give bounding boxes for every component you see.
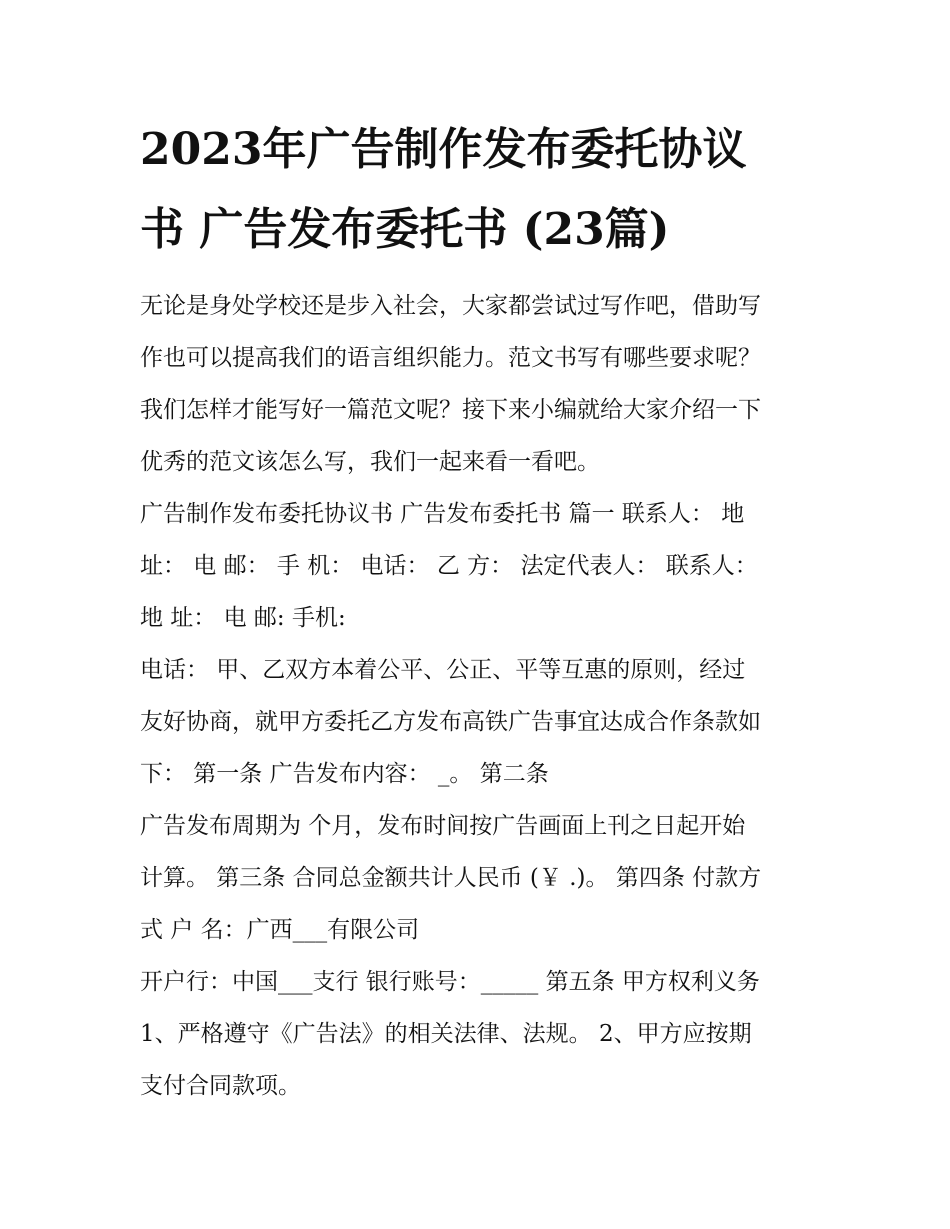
text-line: 式 户 名：广西___有限公司 xyxy=(140,917,420,943)
text-line: 地 址： 电 邮: 手机: xyxy=(140,605,346,631)
text-line: 1、严格遵守《广告法》的相关法律、法规。 2、甲方应按期 xyxy=(140,1021,752,1047)
text-line: 作也可以提高我们的语言组织能力。范文书写有哪些要求呢？ xyxy=(140,345,761,371)
text-line: 广告发布周期为 个月，发布时间按广告画面上刊之日起开始 xyxy=(140,813,746,839)
terms-paragraph xyxy=(140,644,820,800)
document-title xyxy=(140,110,820,270)
text-line: 下： 第一条 广告发布内容： _。 第二条 xyxy=(140,761,549,787)
text-line: 支付合同款项。 xyxy=(140,1073,301,1099)
text-line: 计算。 第三条 合同总金额共计人民币 (￥ .)。 第四条 付款方 xyxy=(140,865,762,891)
text-line: 我们怎样才能写好一篇范文呢？接下来小编就给大家介绍一下 xyxy=(140,397,761,423)
document-body xyxy=(140,280,820,1112)
text-line: 电话： 甲、乙双方本着公平、公正、平等互惠的原则，经过 xyxy=(140,657,746,683)
text-line: 开户行：中国___支行 银行账号：_____ 第五条 甲方权利义务 xyxy=(140,969,760,995)
contact-paragraph xyxy=(140,488,820,644)
title-line: 书 广告发布委托书 (23篇) xyxy=(140,204,670,255)
bank-paragraph xyxy=(140,956,820,1112)
text-line: 友好协商，就甲方委托乙方发布高铁广告事宜达成合作条款如 xyxy=(140,709,761,735)
title-line: 2023年广告制作发布委托协议 xyxy=(140,124,747,175)
text-line: 址： 电 邮： 手 机： 电话： 乙 方： 法定代表人： 联系人： xyxy=(140,553,758,579)
period-paragraph xyxy=(140,800,820,956)
intro-paragraph xyxy=(140,280,820,488)
text-line: 广告制作发布委托协议书 广告发布委托书 篇一 联系人： 地 xyxy=(140,501,745,527)
text-line: 无论是身处学校还是步入社会，大家都尝试过写作吧，借助写 xyxy=(140,293,761,319)
text-line: 优秀的范文该怎么写，我们一起来看一看吧。 xyxy=(140,449,600,475)
